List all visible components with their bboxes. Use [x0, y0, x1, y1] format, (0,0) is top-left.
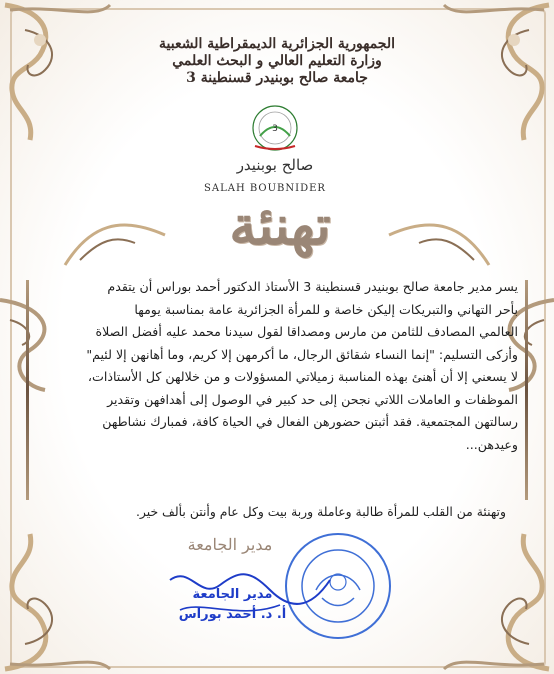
body-line: الموظفات و العاملات اللاتي نجحن إلى حد كبير في الوصول إلى أهدافهن وتقدير	[107, 391, 518, 407]
body-line: يسر مدير جامعة صالح بوبنيدر قسنطينة 3 الأستاذ الدكتور أحمد بوراس أن يتقدم	[107, 279, 518, 294]
letter-body	[40, 276, 518, 456]
frame-bar-left	[26, 280, 29, 500]
body-line: العالمي المصادف للثامن من مارس ومصداقا لقول سيدنا محمد عليه أفضل الصلاة	[95, 324, 518, 339]
corner-flourish-bottom-right	[434, 524, 554, 674]
header-university: جامعة صالح بوبنيدر قسنطينة 3	[186, 70, 368, 86]
page-title: تهنئة	[229, 193, 331, 257]
frame-bar-right	[525, 280, 528, 500]
logo-latin-name: SALAH BOUBNIDER	[204, 183, 326, 194]
corner-flourish-bottom-left	[0, 524, 120, 674]
closing-line: وتهنئة من القلب للمرأة طالبة وعاملة وربة بيت وكل عام وأنتن بألف خير.	[135, 504, 506, 519]
signature-title: مدير الجامعة	[187, 535, 273, 554]
logo-arabic-name: صالح بوبنيدر	[236, 156, 314, 174]
body-line: لا يسعني إلا أن أهنئ بهذه المناسبة زميلاتي المسؤولات و من خلالهن كل الأستاذات،	[87, 369, 518, 384]
letterhead	[100, 36, 454, 87]
stamp-name: أ. د. أحمد بوراس	[178, 607, 287, 622]
body-line: وأزكى التسليم: "إنما النساء شقائق الرجال، ما أكرمهن إلا كريم، وما أهانهن إلا لئيم"	[86, 346, 518, 362]
body-line: بأحر التهاني والتبريكات إليكن خاصة و للمرأة الجزائرية عامة بمناسبة يومها	[134, 301, 518, 317]
stamp-title: مدير الجامعة	[192, 587, 273, 602]
header-republic: الجمهورية الجزائرية الديمقراطية الشعبية	[158, 36, 395, 52]
header-ministry: وزارة التعليم العالي و البحث العلمي	[172, 53, 382, 69]
signatory-stamp	[175, 585, 290, 625]
logo-number: 3	[272, 124, 278, 134]
university-logo	[200, 100, 350, 190]
body-line: وعيدهن...	[465, 436, 518, 452]
body-line: رسالتهن المجتمعية. فقد أثبتن حضورهن الفعال في الحياة كافة، فمبارك نشاطهن	[102, 414, 518, 429]
